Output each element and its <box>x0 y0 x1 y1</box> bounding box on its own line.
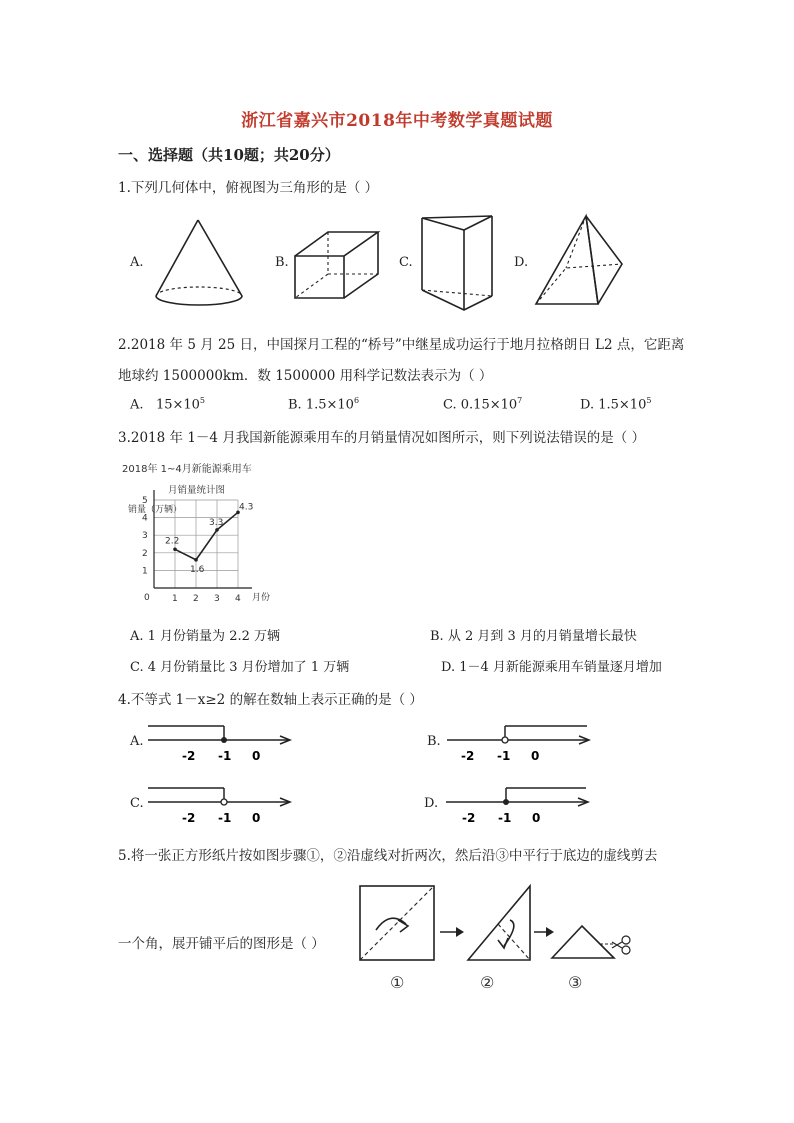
q3-option-d: D. 1－4 月新能源乘用车销量逐月增加 <box>441 660 662 675</box>
folding-steps-figure <box>356 880 638 998</box>
x-tick-label: 3 <box>214 594 220 604</box>
chart-origin-label: 0 <box>144 593 150 603</box>
q2-option-d: D. $1.5\times 10^5$ <box>580 396 652 413</box>
tick-label: -2 <box>461 749 475 763</box>
question-2-line1: 2.2018 年 5 月 25 日，中国探月工程的“桥号”中继星成功运行于地月拉格朗日 L2 点，它距离 <box>118 337 685 353</box>
question-4-stem: 4.不等式 1－x≥2 的解在数轴上表示正确的是（ ） <box>118 692 423 708</box>
section-heading: 一、选择题（共10题；共20分） <box>118 146 340 164</box>
question-5-line2: 一个角，展开铺平后的图形是（ ） <box>118 936 325 952</box>
y-tick-label: 1 <box>142 566 148 577</box>
y-tick-label: 4 <box>142 513 148 524</box>
pyramid-figure <box>532 212 628 310</box>
data-label: 4.3 <box>239 502 254 513</box>
tick-label: -1 <box>218 749 232 763</box>
chart-xlabel: 月份 <box>252 593 271 603</box>
tick-label: -2 <box>182 811 196 825</box>
question-3-stem: 3.2018 年 1－4 月我国新能源乘用车的月销量情况如图所示，则下列说法错误的是（ ） <box>118 430 646 446</box>
q4-option-b-label: B. <box>427 734 441 749</box>
data-point <box>215 528 219 532</box>
tick-label: -2 <box>462 811 476 825</box>
cone-figure <box>150 216 250 308</box>
data-point <box>194 558 198 562</box>
tick-label: -1 <box>498 811 512 825</box>
page-title: 浙江省嘉兴市2018年中考数学真题试题 <box>241 111 553 131</box>
question-5-line1: 5.将一张正方形纸片按如图步骤①，②沿虚线对折两次，然后沿③中平行于底边的虚线剪去 <box>118 848 658 864</box>
step-1-label: ① <box>390 973 405 992</box>
number-line-b <box>445 718 595 766</box>
y-tick-label: 2 <box>142 548 148 559</box>
number-line-a <box>146 718 296 766</box>
data-label: 2.2 <box>165 536 180 547</box>
q3-option-b: B. 从 2 月到 3 月的月销量增长最快 <box>430 629 637 644</box>
q3-option-c: C. 4 月份销量比 3 月份增加了 1 万辆 <box>130 660 350 675</box>
tick-label: -1 <box>218 811 232 825</box>
chart-title: 2018年 1~4月新能源乘用车 <box>122 464 252 475</box>
tick-label: -1 <box>497 749 511 763</box>
x-tick-label: 4 <box>235 594 241 604</box>
x-tick-label: 2 <box>193 594 199 604</box>
q1-option-b-label: B. <box>275 255 289 270</box>
question-2-line2: 地球约 1500000km．数 1500000 用科学记数法表示为（ ） <box>118 368 493 384</box>
tick-label: 0 <box>531 749 540 763</box>
q2-option-c: C. $0.15\times 10^7$ <box>443 396 523 413</box>
tick-label: -2 <box>182 749 196 763</box>
q4-option-d-label: D. <box>424 796 439 811</box>
number-line-d <box>444 782 594 830</box>
number-line-c <box>146 782 296 830</box>
step-3-label: ③ <box>568 973 583 992</box>
step-2-label: ② <box>480 973 495 992</box>
chart-ylabel: 销量（万辆） <box>128 505 183 515</box>
chart-subtitle: 月销量统计图 <box>168 485 226 496</box>
q1-option-a-label: A. <box>130 255 144 270</box>
tick-label: 0 <box>252 811 261 825</box>
y-tick-label: 5 <box>142 496 148 506</box>
q2-option-a: A. $15\times 10^5$ <box>130 396 206 413</box>
q4-option-a-label: A. <box>130 734 144 749</box>
cuboid-figure <box>292 228 384 302</box>
q3-option-a: A. 1 月份销量为 2.2 万辆 <box>130 629 280 644</box>
tick-label: 0 <box>252 749 261 763</box>
q4-option-c-label: C. <box>130 796 144 811</box>
data-label: 3.3 <box>209 517 224 528</box>
question-1-stem: 1.下列几何体中，俯视图为三角形的是（ ） <box>118 180 379 196</box>
data-point <box>173 547 177 551</box>
tick-label: 0 <box>532 811 541 825</box>
q1-option-d-label: D. <box>514 255 529 270</box>
x-tick-label: 1 <box>172 594 178 604</box>
q2-option-b: B. $1.5\times 10^6$ <box>288 396 360 413</box>
data-label: 1.6 <box>190 564 205 575</box>
triangular-prism-figure <box>418 212 498 314</box>
y-tick-label: 3 <box>142 531 148 542</box>
sales-line-chart <box>116 458 296 610</box>
q1-option-c-label: C. <box>399 255 413 270</box>
